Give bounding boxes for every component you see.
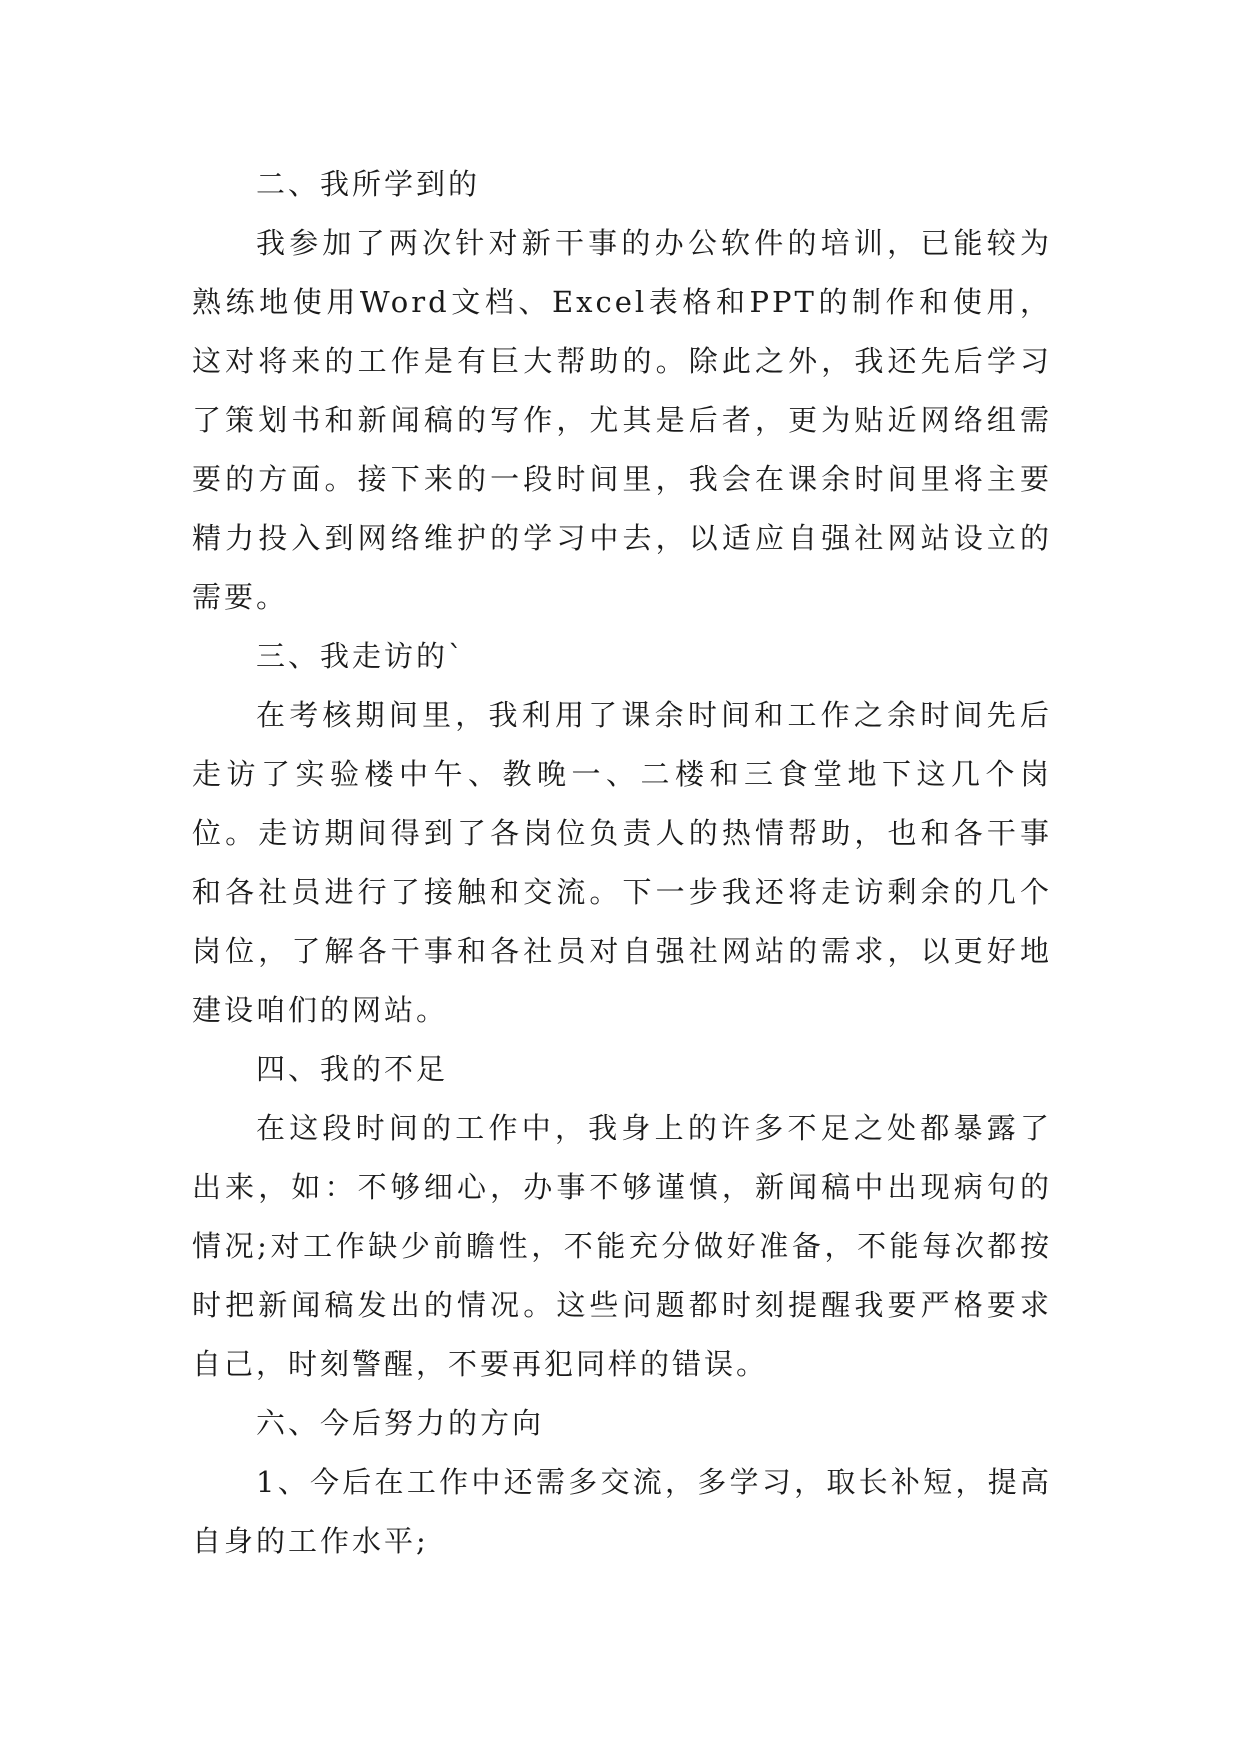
paragraph-learning: 我参加了两次针对新干事的办公软件的培训，已能较为熟练地使用Word文档、Excel表格和PPT的制作和使用，这对将来的工作是有巨大帮助的。除此之外，我还先后学习了策划书和新闻稿的写作，尤其是后者，更为贴近网络组需要的方面。接下来的一段时间里，我会在课余时间里将主要精力投入到网络维护的学习中去，以适应自强社网站设立的需要。 bbox=[192, 226, 1052, 614]
section-heading-future-direction: 六、今后努力的方向 bbox=[256, 1406, 545, 1440]
document-body bbox=[192, 155, 1052, 1571]
paragraph-future-item-1: 1、今后在工作中还需多交流，多学习，取长补短，提高自身的工作水平; bbox=[192, 1465, 1052, 1558]
section-heading-visits: 三、我走访的` bbox=[256, 639, 466, 673]
paragraph-visits: 在考核期间里，我利用了课余时间和工作之余时间先后走访了实验楼中午、教晚一、二楼和三食堂地下这几个岗位。走访期间得到了各岗位负责人的热情帮助，也和各干事和各社员进行了接触和交流。下一步我还将走访剩余的几个岗位，了解各干事和各社员对自强社网站的需求，以更好地建设咱们的网站。 bbox=[192, 698, 1052, 1027]
section-heading-shortcomings: 四、我的不足 bbox=[256, 1052, 449, 1086]
paragraph-shortcomings: 在这段时间的工作中，我身上的许多不足之处都暴露了出来，如：不够细心，办事不够谨慎，新闻稿中出现病句的情况;对工作缺少前瞻性，不能充分做好准备，不能每次都按时把新闻稿发出的情况。这些问题都时刻提醒我要严格要求自己，时刻警醒，不要再犯同样的错误。 bbox=[192, 1111, 1052, 1381]
section-heading-what-i-learned: 二、我所学到的 bbox=[256, 167, 481, 201]
